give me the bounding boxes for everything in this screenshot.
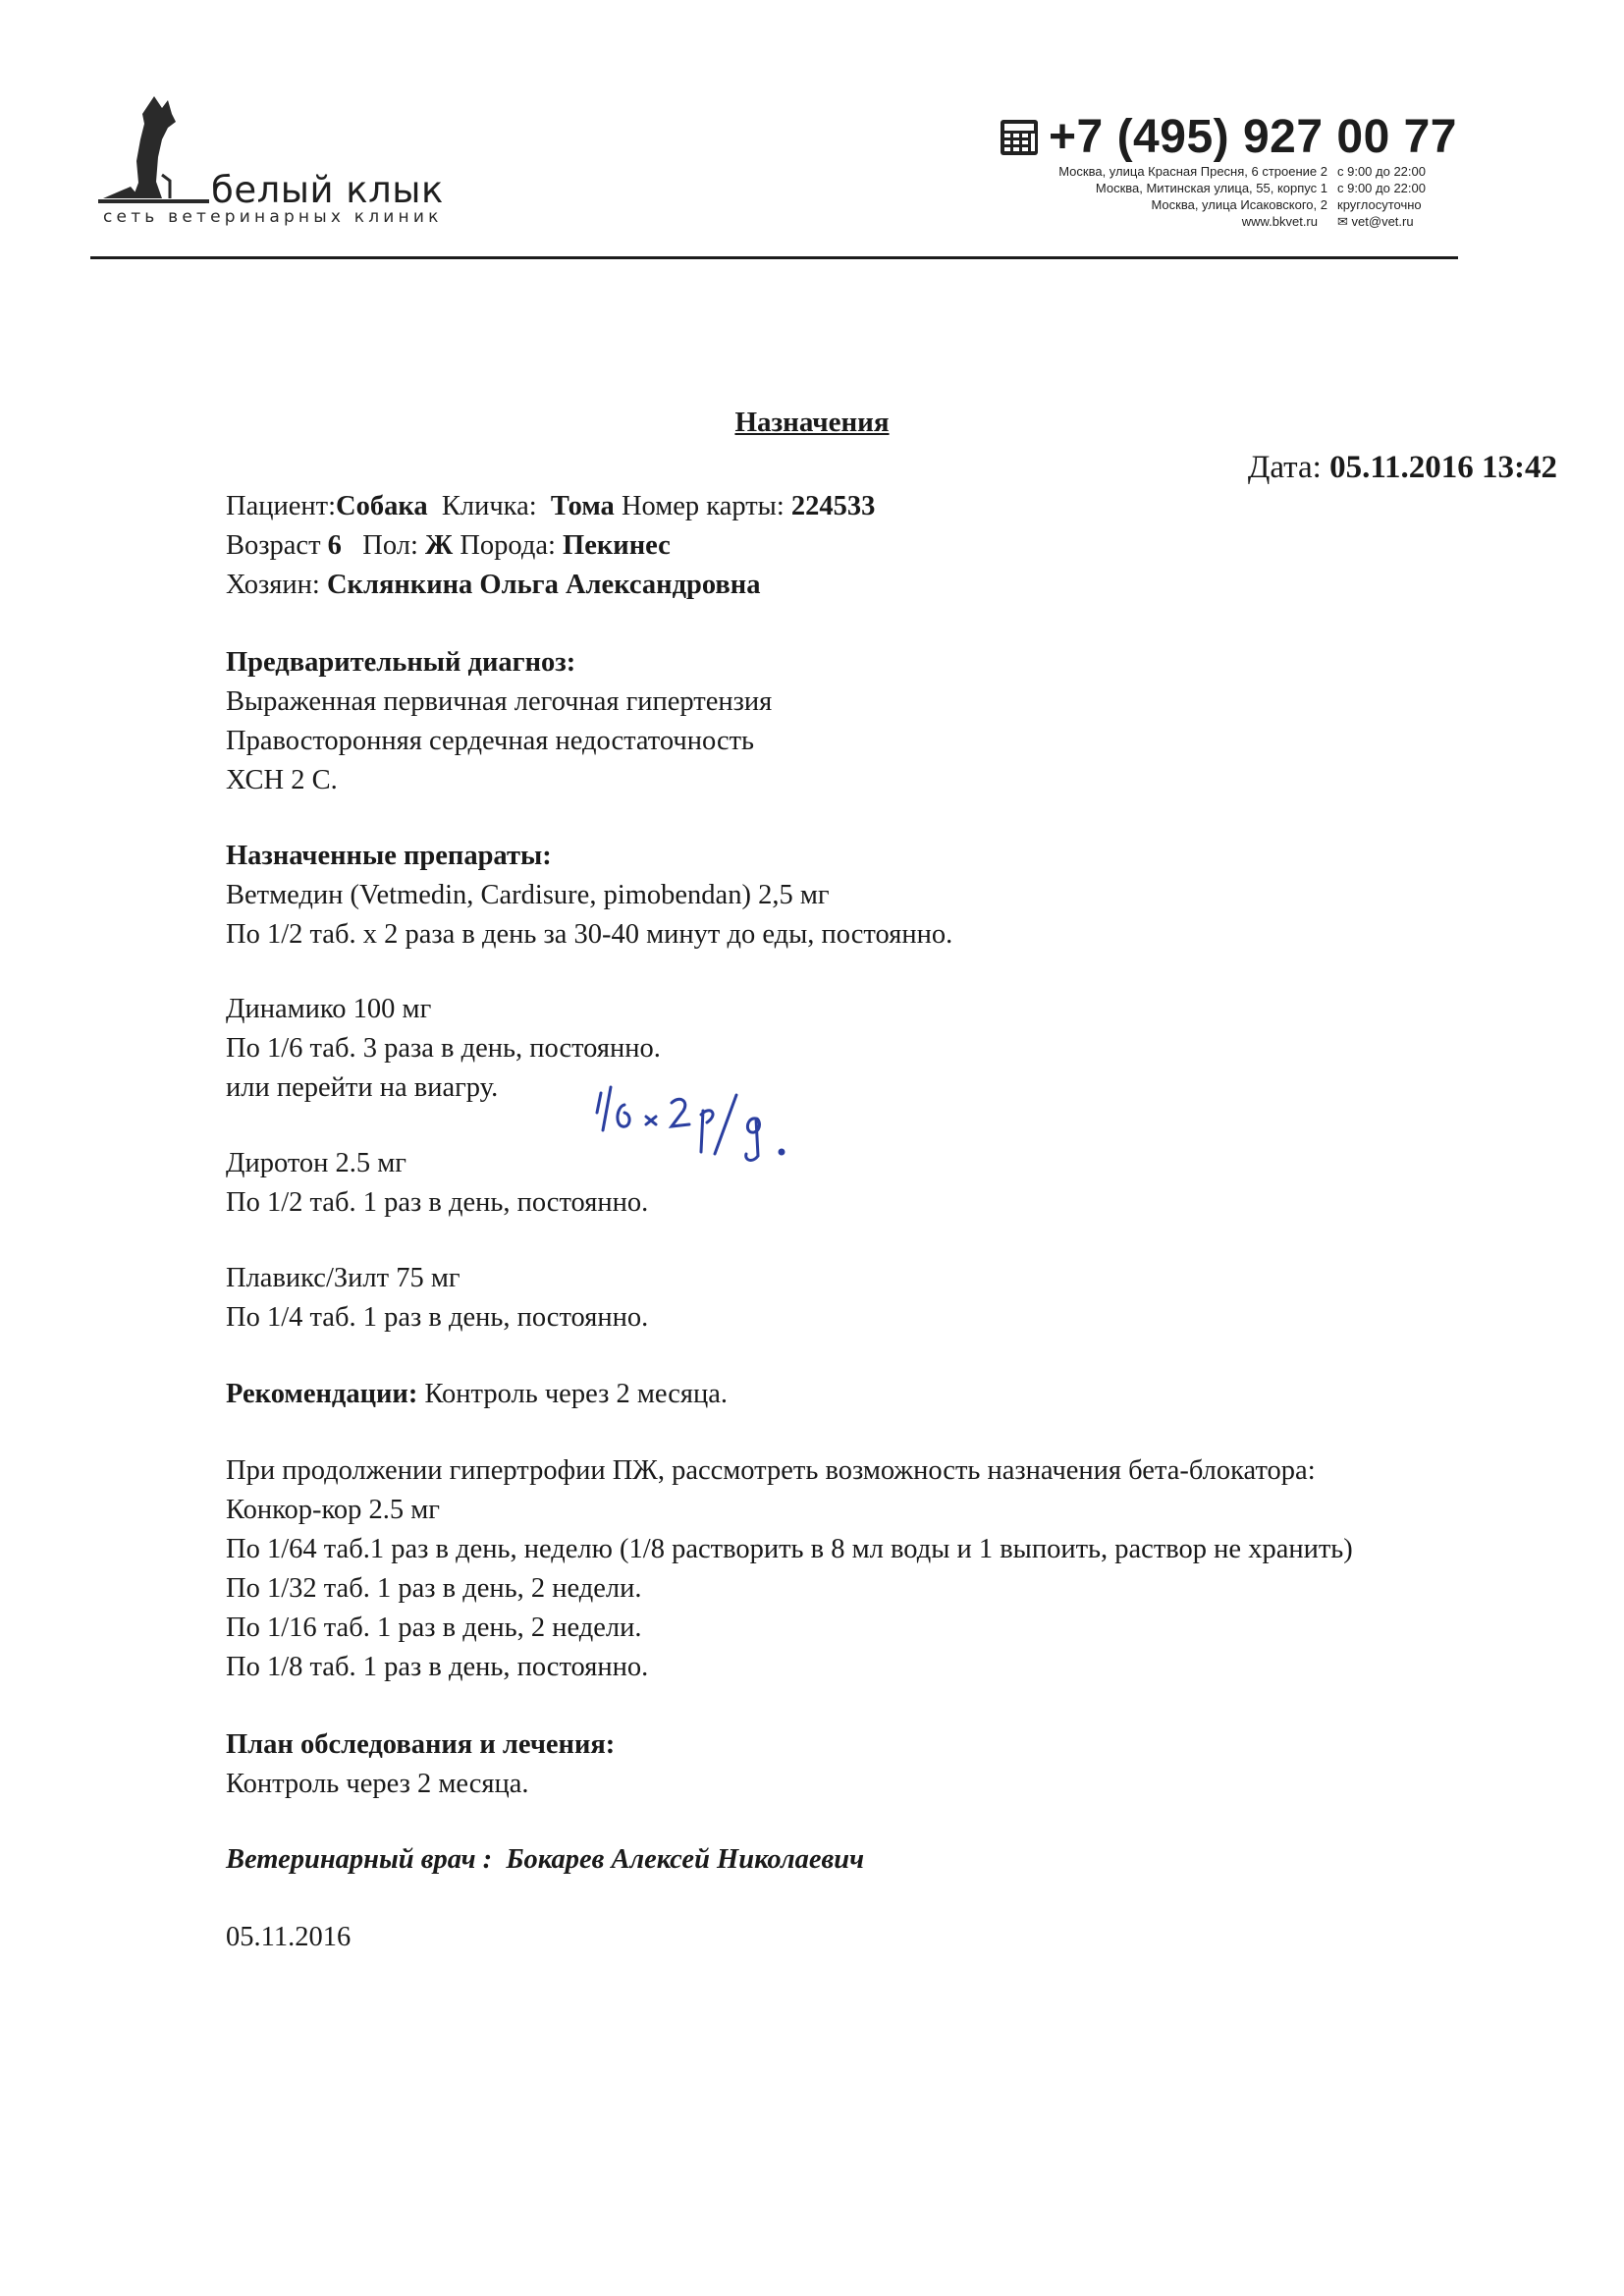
phone-number: +7 (495) 927 00 77 xyxy=(1049,111,1457,163)
diagnosis-line: Выраженная первичная легочная гипертензия xyxy=(226,686,773,717)
nickname-label: Кличка: xyxy=(441,491,537,521)
recommendations-text: Контроль через 2 месяца. xyxy=(424,1379,729,1409)
address-block xyxy=(1058,163,1459,230)
card-label: Номер карты: xyxy=(621,491,785,521)
age-value: 6 xyxy=(327,530,342,561)
drug-line: Ветмедин (Vetmedin, Cardisure, pimobendan) 2,5 мг xyxy=(226,880,830,910)
recommendation-line: Конкор-кор 2.5 мг xyxy=(226,1495,440,1525)
phone-block xyxy=(1000,110,1457,164)
drugs-heading: Назначенные препараты: xyxy=(226,841,552,871)
contact-row xyxy=(1058,213,1459,230)
hours-text: круглосуточно xyxy=(1337,197,1422,212)
patient-label: Пациент: xyxy=(226,491,337,521)
owner-line xyxy=(226,570,760,601)
drug-line: или перейти на виагру. xyxy=(226,1072,499,1103)
wolf-logo-icon xyxy=(93,88,211,211)
address-row xyxy=(1058,196,1459,213)
drug-line: По 1/6 таб. 3 раза в день, постоянно. xyxy=(226,1033,661,1064)
nickname-value: Тома xyxy=(550,491,615,521)
card-value: 224533 xyxy=(790,491,876,521)
drug-line: Динамико 100 мг xyxy=(226,994,432,1024)
age-line xyxy=(226,530,671,562)
handwritten-note xyxy=(589,1075,825,1174)
recommendation-line: По 1/8 таб. 1 раз в день, постоянно. xyxy=(226,1652,649,1682)
hours-text: с 9:00 до 22:00 xyxy=(1337,181,1426,195)
email-wrap xyxy=(1327,213,1459,230)
signature-name: Бокарев Алексей Николаевич xyxy=(506,1844,865,1875)
owner-label: Хозяин: xyxy=(226,570,320,600)
date-label: Дата: xyxy=(1247,450,1322,485)
patient-value: Собака xyxy=(336,491,428,521)
header-divider xyxy=(90,256,1458,259)
recommendation-line: По 1/16 таб. 1 раз в день, 2 недели. xyxy=(226,1613,642,1643)
age-label: Возраст xyxy=(226,530,321,561)
sex-value: Ж xyxy=(425,530,454,561)
page-title: Назначения xyxy=(734,407,890,438)
diagnosis-line: ХСН 2 С. xyxy=(226,765,338,795)
recommendation-line: По 1/64 таб.1 раз в день, неделю (1/8 растворить в 8 мл воды и 1 выпоить, раствор не хранить) xyxy=(226,1534,1353,1564)
patient-line xyxy=(226,491,875,522)
address-text: Москва, улица Красная Пресня, 6 строение 2 xyxy=(1058,164,1327,179)
brand-subtitle: сеть ветеринарных клиник xyxy=(103,207,443,227)
sex-label: Пол: xyxy=(362,530,418,561)
date-value: 05.11.2016 13:42 xyxy=(1329,450,1557,485)
address-row xyxy=(1058,163,1459,180)
brand-name: белый клык xyxy=(211,169,444,211)
address-text: Москва, улица Исаковского, 2 xyxy=(1151,197,1327,212)
signature-date: 05.11.2016 xyxy=(226,1922,352,1952)
hours-text: с 9:00 до 22:00 xyxy=(1337,164,1426,179)
website-link[interactable]: www.bkvet.ru xyxy=(1241,214,1318,229)
date-line xyxy=(1248,450,1557,486)
owner-value: Склянкина Ольга Александровна xyxy=(326,570,761,600)
recommendations-line xyxy=(226,1379,728,1410)
drug-line: По 1/2 таб. 1 раз в день, постоянно. xyxy=(226,1187,649,1218)
drug-line: Диротон 2.5 мг xyxy=(226,1148,406,1178)
diagnosis-line: Правосторонняя сердечная недостаточность xyxy=(226,726,755,756)
drug-line: Плавикс/Зилт 75 мг xyxy=(226,1263,460,1293)
breed-value: Пекинес xyxy=(563,530,671,561)
envelope-icon: ✉ xyxy=(1337,214,1348,229)
signature-label: Ветеринарный врач : xyxy=(226,1844,493,1875)
signature-line xyxy=(226,1844,864,1876)
plan-text: Контроль через 2 месяца. xyxy=(226,1769,529,1799)
diagnosis-heading: Предварительный диагноз: xyxy=(226,647,576,678)
address-text: Москва, Митинская улица, 55, корпус 1 xyxy=(1095,181,1327,195)
calculator-phone-icon xyxy=(1000,119,1039,156)
recommendations-label: Рекомендации: xyxy=(226,1379,418,1409)
email-link[interactable]: vet@vet.ru xyxy=(1351,214,1414,229)
drug-line: По 1/2 таб. х 2 раза в день за 30-40 минут до еды, постоянно. xyxy=(226,919,953,950)
recommendation-line: При продолжении гипертрофии ПЖ, рассмотреть возможность назначения бета-блокатора: xyxy=(226,1455,1316,1486)
plan-heading: План обследования и лечения: xyxy=(226,1729,616,1760)
address-row xyxy=(1058,180,1459,196)
breed-label: Порода: xyxy=(460,530,556,561)
recommendation-line: По 1/32 таб. 1 раз в день, 2 недели. xyxy=(226,1573,642,1604)
drug-line: По 1/4 таб. 1 раз в день, постоянно. xyxy=(226,1302,649,1333)
